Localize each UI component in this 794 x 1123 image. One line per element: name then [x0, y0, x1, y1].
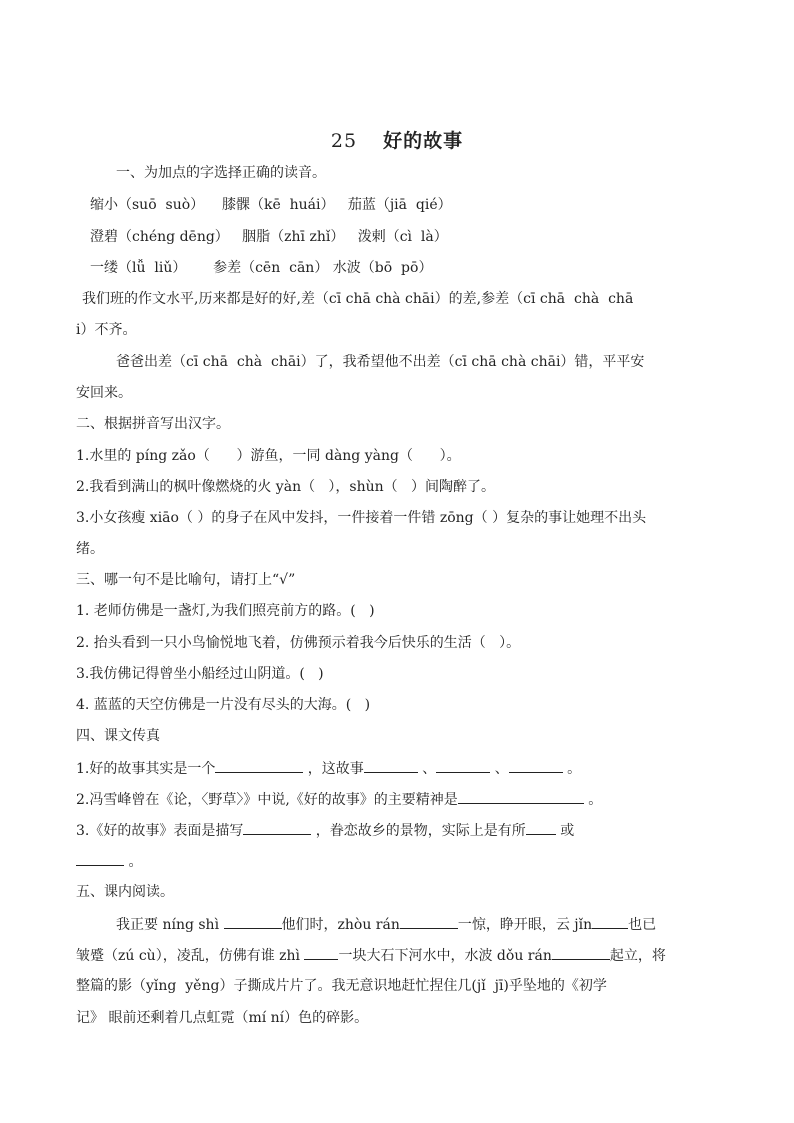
- section2-question-2: 2.我看到满山的枫叶像燃烧的火 yàn（ ），shùn（ ）间陶醉了。: [76, 479, 496, 495]
- page-title: [0, 126, 794, 153]
- paragraph-1-line-1: 我们班的作文水平,历来都是好的好,差（cī chā chà chāi）的差,参差（cī chā chà chā: [82, 291, 634, 307]
- paragraph-1-line-2: i）不齐。: [76, 322, 137, 338]
- answer-blank[interactable]: [458, 789, 584, 804]
- reading-text: 起立，将: [609, 948, 666, 964]
- question-text: ，眷恋故乡的景物，实际上是有所: [311, 823, 526, 839]
- reading-line-1: [116, 914, 726, 935]
- answer-blank[interactable]: [76, 851, 124, 866]
- answer-blank[interactable]: [436, 758, 490, 773]
- answer-blank[interactable]: [400, 914, 458, 929]
- section2-heading: 二、根据拼音写出汉字。: [76, 416, 230, 432]
- pinyin-row-2: 澄碧（chéng dēng） 胭脂（zhī zhǐ） 泼剌（cì là）: [90, 229, 448, 245]
- answer-blank[interactable]: [215, 758, 303, 773]
- reading-line-3: 整篇的影（yǐng yěng）子撕成片片了。我无意识地赶忙捏住几(jǐ jī)乎坠地的《初学: [76, 978, 607, 994]
- section3-question-3: 3.我仿佛记得曾坐小船经过山阴道。( ): [76, 666, 324, 682]
- paragraph-2-line-1: 爸爸出差（cī chā chà chāi）了，我希望他不出差（cī chā chà chāi）错，平平安: [116, 354, 645, 370]
- reading-text: 一惊，睁开眼，云 jǐn: [457, 917, 593, 933]
- answer-blank[interactable]: [304, 945, 338, 960]
- section4-heading: 四、课文传真: [76, 728, 160, 744]
- section1-heading: 一、为加点的字选择正确的读音。: [116, 165, 326, 181]
- question-text: 。: [562, 761, 582, 777]
- answer-blank[interactable]: [364, 758, 418, 773]
- question-text: 、: [417, 761, 437, 777]
- section5-heading: 五、课内阅读。: [76, 884, 174, 900]
- section3-heading: 三、哪一句不是比喻句，请打上“√”: [76, 572, 296, 588]
- question-text: 1.好的故事其实是一个: [76, 761, 216, 777]
- lesson-number: 25: [330, 130, 358, 152]
- reading-text: 一块大石下河水中，水波 dǒu rán: [338, 948, 552, 964]
- question-text: ，这故事: [303, 761, 364, 777]
- pinyin-row-1: 缩小（suō suò） 膝髁（kē huái） 茄蓝（jiā qié）: [90, 197, 452, 213]
- answer-blank[interactable]: [224, 914, 282, 929]
- reading-text: 他们时，zhòu rán: [281, 917, 400, 933]
- answer-blank[interactable]: [552, 945, 610, 960]
- section3-question-1: 1. 老师仿佛是一盏灯,为我们照亮前方的路。( ): [76, 603, 375, 619]
- section2-question-3-line-2: 绪。: [76, 541, 104, 557]
- question-text: 。: [124, 854, 143, 870]
- pinyin-row-3: 一缕（lǚ liǔ） 参差（cēn cān） 水波（bō pō）: [90, 260, 433, 276]
- lesson-title: 好的故事: [383, 130, 464, 152]
- question-text: 。: [583, 792, 603, 808]
- reading-line-4: 记》 眼前还剩着几点虹霓（mí ní）色的碎影。: [76, 1010, 369, 1026]
- section4-question-3-line-1: [76, 820, 726, 841]
- section4-question-1: [76, 758, 726, 779]
- answer-blank[interactable]: [509, 758, 563, 773]
- section3-question-4: 4. 蓝蓝的天空仿佛是一片没有尽头的大海。( ): [76, 697, 371, 713]
- section3-question-2: 2. 抬头看到一只小鸟愉悦地飞着，仿佛预示着我今后快乐的生活（ ）。: [76, 635, 521, 651]
- question-text: 、: [490, 761, 509, 777]
- reading-text: 我正要 níng shì: [116, 917, 224, 933]
- reading-text: 皱蹙（zú cù），凌乱，仿佛有谁 zhì: [76, 948, 305, 964]
- section4-question-2: [76, 789, 726, 810]
- question-text: 2.冯雪峰曾在《论，〈野草〉》中说,《好的故事》的主要精神是: [76, 792, 458, 808]
- section4-question-3-line-2: [76, 851, 726, 872]
- answer-blank[interactable]: [526, 820, 556, 835]
- section2-question-3-line-1: 3.小女孩瘦 xiāo（ ）的身子在风中发抖，一件接着一件错 zōng（ ）复杂的事让她理不出头: [76, 510, 647, 526]
- answer-blank[interactable]: [592, 914, 628, 929]
- answer-blank[interactable]: [243, 820, 311, 835]
- question-text: 或: [555, 823, 575, 839]
- section2-question-1: 1.水里的 píng zǎo（ ）游鱼，一同 dàng yàng（ ）。: [76, 448, 461, 464]
- paragraph-2-line-2: 安回来。: [76, 385, 132, 401]
- reading-line-2: [76, 945, 726, 966]
- question-text: 3.《好的故事》表面是描写: [76, 823, 244, 839]
- reading-text: 也已: [628, 917, 657, 933]
